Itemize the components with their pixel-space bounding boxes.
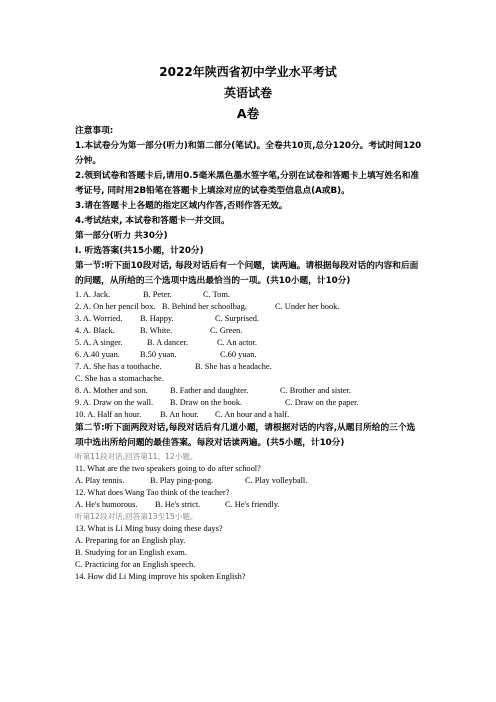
option-b: B. Happy. [140,314,174,323]
section-2-instructions: 第二节:听下面两段对话,每段对话后有几道小题，请根据对话的内容,从题目所给的三个选项中选出所给问题的最佳答案。每段对话读两遍。(共5小题，计10分) [75,423,416,448]
option-a: 4. A. Black. [75,326,115,335]
option-c: C. Play volleyball. [245,476,308,485]
question-list [75,289,423,421]
option-a: A. Play tennis. [75,476,125,485]
option-c: C.60 yuan. [220,350,257,359]
option-c: C. Under her book. [275,302,340,311]
option-c: C. Tom. [203,290,230,299]
dialog-11-note: 听第11段对话,回答第11、12小题。 [75,452,198,461]
exam-subject: 英语试卷 [223,86,272,100]
option-b: B. Peter. [143,290,172,299]
option-c: C. Practicing for an English speech. [75,560,196,569]
option-b: B. Behind her schoolbag. [162,302,247,311]
option-b: B. Father and daughter. [170,386,249,395]
question-7-options [75,361,423,373]
option-c: C. An actor. [217,338,258,347]
option-b: B. Studying for an English exam. [75,548,187,557]
exam-title: 2022年陕西省初中学业水平考试 [159,65,337,79]
option-a: A. Preparing for an English play. [75,536,186,545]
note-4: 4.考试结束, 本试卷和答题卡一并交回。 [75,216,230,226]
part-heading: 第一部分(听力 共30分) [75,231,168,241]
option-c: C. Draw on the paper. [285,398,359,407]
note-1: 1.本试卷分为第一部分(听力)和第二部分(笔试)。全卷共10页,总分120分。考试时间120分钟。 [75,141,422,166]
note-2: 2.领到试卷和答题卡后,请用0.5毫米黑色墨水签字笔,分别在试卷和答题卡上填写姓名和准考证号, 同时用2B铅笔在答题卡上填涂对应的试卷类型信息点(A或B)。 [75,171,420,196]
option-a: 8. A. Mother and son. [75,386,148,395]
option-a: 5. A. A singer. [75,338,123,347]
question-11: 11. What are the two speakers going to do after school? [75,464,261,473]
question-6-options [75,349,423,361]
question-12: 12. What does Wang Tao think of the teacher? [75,488,230,497]
option-a: 3. A. Worried. [75,314,123,323]
question-10-options [75,409,423,421]
option-c: C. He's friendly. [225,500,280,509]
question-13: 13. What is Li Ming busy doing these days? [75,524,223,533]
paper-version: A卷 [236,106,260,121]
option-b: B. Draw on the book. [170,398,243,407]
option-c: C. An hour and a half. [215,410,290,419]
dialog-12-note: 听第12段对话,回答第13至15小题。 [75,512,198,521]
question-1-options [75,289,423,301]
question-4-options [75,325,423,337]
section-heading: I. 听选答案(共15小题，计20分) [75,246,204,256]
option-b: B. He's strict. [155,500,201,509]
option-c: C. Green. [210,326,243,335]
exam-content [75,124,423,583]
option-b: B.50 yuan. [140,350,177,359]
option-a: 6. A.40 yuan. [75,350,120,359]
option-b: B. An hour. [160,410,199,419]
option-c: C. Surprised. [215,314,259,323]
question-9-options [75,397,423,409]
option-b: B. White. [140,326,173,335]
notes-heading: 注意事项: [75,126,114,136]
section-1-instructions: 第一节:听下面10段对话, 每段对话后有一个问题，读两遍。请根据每段对话的内容和后面的问题，从所给的三个选项中选出最恰当的一项。(共10小题，计10分) [75,261,419,286]
question-11-options [75,475,423,487]
question-3-options [75,313,423,325]
option-a: 10. A. Half an hour. [75,410,142,419]
option-a: A. He's humorous. [75,500,138,509]
question-2-options [75,301,423,313]
question-5-options [75,337,423,349]
option-a: 7. A. She has a toothache. [75,362,162,371]
option-a: 1. A. Jack. [75,290,111,299]
option-b: B. She has a headache. [195,362,272,371]
option-c: C. She has a stomachache. [75,374,164,383]
option-b: B. Play ping-pong. [150,476,214,485]
note-3: 3.请在答题卡上各题的指定区域内作答,否则作答无效。 [75,201,288,211]
option-b: B. A dancer. [147,338,188,347]
question-12-options [75,499,423,511]
question-14: 14. How did Li Ming improve his spoken English? [75,572,246,581]
option-a: 9. A. Draw on the wall. [75,398,154,407]
question-8-options [75,385,423,397]
option-c: C. Brother and sister. [280,386,351,395]
option-a: 2. A. On her pencil box. [75,302,156,311]
